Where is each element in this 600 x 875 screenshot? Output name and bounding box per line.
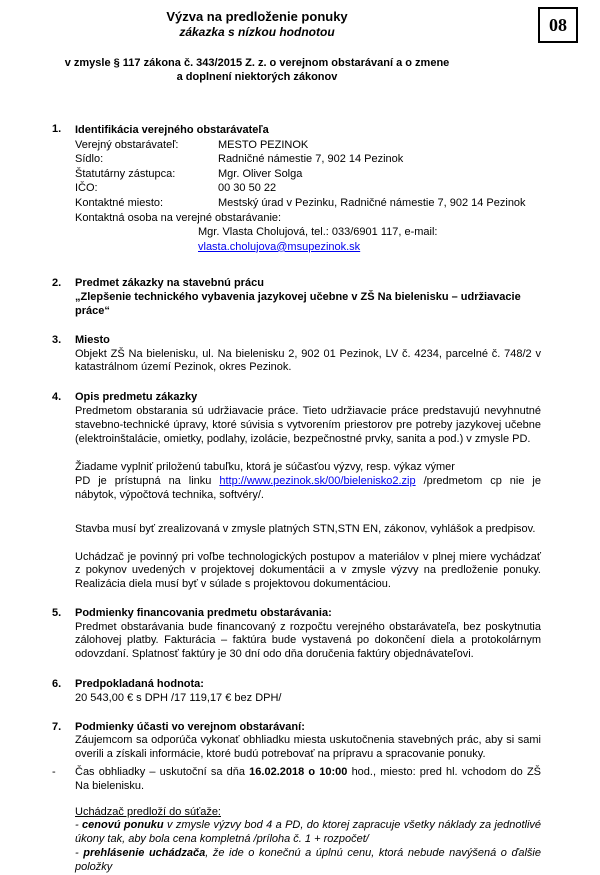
section-heading: Podmienky účasti vo verejnom obstarávaní:: [75, 720, 305, 733]
section-heading: Miesto: [75, 333, 110, 346]
contact-email-link[interactable]: vlasta.cholujova@msupezinok.sk: [198, 240, 361, 253]
field-row: [75, 152, 541, 167]
description-paragraph-3: [75, 475, 541, 503]
description-paragraph-1: Predmetom obstarania sú udržiavacie práce. Tieto udržiavacie práce predstavujú nevyhnutné stavebno-technické úpravy, ktoré súvisia s vytvorením priestorov pre potreby jazykovej učebne (elektroinštalácie, omietky, podlahy, izolácie, bezpečnostné prvky, sanita a pod.) v zmysle PD.: [75, 404, 541, 445]
item-term: cenovú ponuku: [82, 819, 164, 832]
submission-item-declaration: [75, 847, 541, 875]
description-paragraph-2: Žiadame vyplniť priloženú tabuľku, ktorá je súčasťou výzvy, resp. výkaz výmer: [75, 461, 455, 474]
section-heading: Podmienky financovania predmetu obstarávania:: [75, 606, 332, 619]
item-dash: -: [75, 819, 83, 832]
contract-title-quote: „Zlepšenie technického vybavenia jazykovej učebne v ZŠ Na bielenisku – udržiavacie práce“: [75, 291, 521, 317]
site-visit-text-after: hod., miesto: pred hl. vchodom do ZŠ Na bielenisku.: [75, 766, 542, 792]
item-term: prehlásenie uchádzača: [83, 847, 206, 860]
submission-item-price-offer: [75, 819, 541, 847]
field-row: [75, 196, 541, 211]
doc-number: 08: [549, 14, 567, 35]
section-heading: Identifikácia verejného obstarávateľa: [75, 124, 269, 136]
section-number: 3.: [52, 333, 62, 346]
doc-number-box: [538, 7, 578, 43]
section-financing: [52, 607, 541, 662]
document-header: [0, 9, 514, 39]
field-label: IČO:: [75, 182, 98, 195]
pd-link-prefix: PD je prístupná na linku: [75, 475, 220, 488]
financing-paragraph: Predmet obstarávania bude financovaný z rozpočtu verejného obstarávateľa, bez poskytnutia zálohovej platby. Fakturácia – faktúra bude vystavená po dokončení diela a protokolárnym odovzdaní. Splatnosť faktúry je 30 dní odo dňa doručenia faktúry objednávateľovi.: [75, 620, 541, 661]
field-label: Štatutárny zástupca:: [75, 167, 176, 180]
law-reference: [0, 57, 514, 84]
section-subject: [52, 277, 541, 318]
page-subtitle: zákazka s nízkou hodnotou: [179, 25, 335, 39]
field-label: Verejný obstarávateľ:: [75, 138, 179, 151]
item-text: , že ide o konečnú a úplnú cenu, ktorá nebude navýšená o ďalšie položky: [75, 847, 541, 873]
section-heading: Predpokladaná hodnota:: [75, 678, 204, 691]
field-value: 00 30 50 22: [218, 182, 277, 195]
field-row: [75, 138, 541, 153]
section-number: 2.: [52, 277, 62, 290]
description-paragraph-4: Stavba musí byť zrealizovaná v zmysle platných STN,STN EN, zákonov, vyhlášok a predpisov.: [75, 522, 536, 535]
field-row: [75, 167, 541, 182]
participation-paragraph: Záujemcom sa odporúča vykonať obhliadku miesta uskutočnenia stavebných prác, aby si sami overili a získali informácie, ktoré budú potrebovať na prípravu a spracovanie ponuky.: [75, 734, 541, 761]
site-visit-text-before: Čas obhliadky – uskutoční sa dňa: [75, 766, 250, 779]
document-body: [52, 120, 541, 875]
section-estimated-value: [52, 678, 541, 706]
field-value: Radničné námestie 7, 902 14 Pezinok: [218, 153, 404, 166]
section-heading: Predmet zákazky na stavebnú prácu: [75, 277, 264, 290]
field-label: Sídlo:: [75, 153, 104, 166]
section-number: 7.: [52, 720, 62, 733]
section-number: 1.: [52, 123, 62, 135]
section-participation: [52, 721, 541, 875]
field-row: [75, 181, 541, 196]
site-visit-item: [52, 766, 542, 794]
description-paragraph-5: Uchádzač je povinný pri voľbe technologických postupov a materiálov v plnej miere vychádzať z pokynov uvedených v projektovej dokumentácii a v zmysle výzvy na predloženie ponuky. Realizácia diela musí byť v súlade s projektovou dokumentáciou.: [75, 550, 541, 591]
contact-person-label: Kontaktná osoba na verejné obstarávanie:: [75, 211, 282, 224]
item-dash: -: [75, 847, 84, 860]
section-number: 6.: [52, 678, 62, 691]
field-value: Mestský úrad v Pezinku, Radničné námestie 7, 902 14 Pezinok: [218, 196, 526, 209]
estimated-value: 20 543,00 € s DPH /17 119,17 € bez DPH/: [75, 691, 282, 704]
field-value: MESTO PEZINOK: [218, 138, 309, 151]
pd-download-link[interactable]: http://www.pezinok.sk/00/bielenisko2.zip: [219, 475, 416, 488]
law-reference-line2: a doplnení niektorých zákonov: [176, 70, 338, 83]
law-reference-line1: v zmysle § 117 zákona č. 343/2015 Z. z. o verejnom obstarávaní a o zmene: [64, 57, 450, 69]
contact-person-line: Mgr. Vlasta Cholujová, tel.: 033/6901 117, e-mail:: [198, 226, 438, 239]
section-description: [52, 391, 541, 592]
section-number: 4.: [52, 391, 62, 404]
submission-heading: Uchádzač predloží do súťaže:: [75, 805, 221, 818]
section-identification: [52, 123, 541, 254]
field-label: Kontaktné miesto:: [75, 196, 164, 209]
section-heading: Opis predmetu zákazky: [75, 391, 198, 404]
site-visit-datetime: 16.02.2018 o 10:00: [249, 766, 348, 779]
pd-link-suffix: /predmetom cp nie je nábytok, výpočtová technika, softvéry/.: [75, 475, 541, 501]
field-value: Mgr. Oliver Solga: [218, 167, 303, 180]
dash-bullet: -: [52, 766, 56, 779]
section-number: 5.: [52, 606, 62, 619]
contact-email-row: [198, 240, 541, 255]
place-paragraph: Objekt ZŠ Na bielenisku, ul. Na bielenisku 2, 902 01 Pezinok, LV č. 4234, parcelné č. 748/2 v katastrálnom území Pezinok, okres Pezinok.: [75, 347, 541, 374]
item-text: v zmysle výzvy bod 4 a PD, do ktorej zapracuje všetky náklady za jednotlivé úkony tak, aby bola cena kompletná /príloha č. 1 + rozpočet/: [75, 819, 542, 846]
page-title: Výzva na predloženie ponuky: [166, 9, 348, 24]
section-place: [52, 334, 541, 375]
